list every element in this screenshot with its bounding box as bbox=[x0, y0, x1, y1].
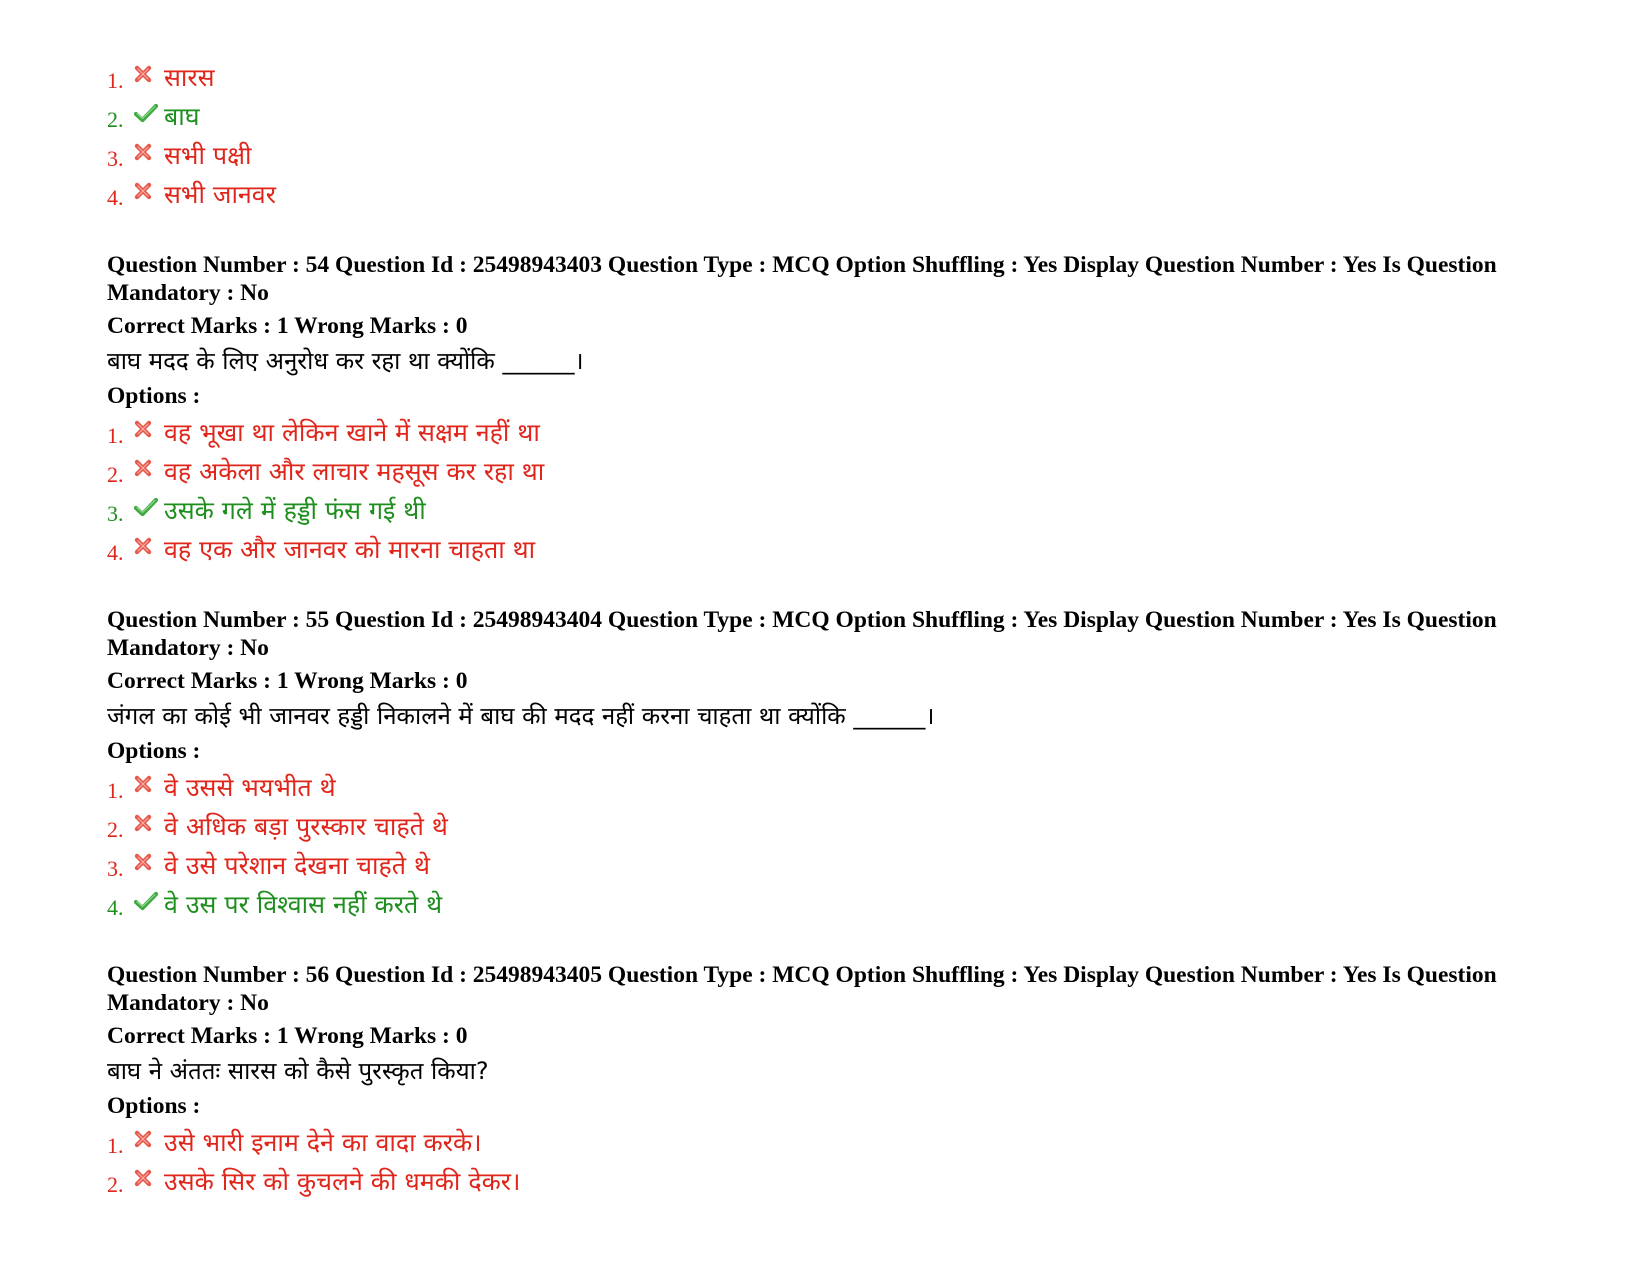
option-text: वह भूखा था लेकिन खाने में सक्षम नहीं था bbox=[164, 418, 540, 447]
option-number: 4. bbox=[107, 185, 124, 210]
question-meta: Question Number : 54 Question Id : 25498943403 Question Type : MCQ Option Shuffling : Yes Display Question Number : Yes Is Question Mandatory : No bbox=[107, 252, 1497, 306]
option-item bbox=[107, 413, 1557, 452]
option-item bbox=[107, 97, 1557, 136]
options-list bbox=[107, 413, 1557, 569]
questions-container bbox=[107, 251, 1557, 1201]
cross-icon bbox=[134, 853, 164, 871]
option-number: 3. bbox=[107, 146, 124, 171]
cross-icon bbox=[134, 459, 164, 477]
document-page bbox=[107, 58, 1557, 1201]
option-item bbox=[107, 58, 1557, 97]
option-item bbox=[107, 885, 1557, 924]
option-item bbox=[107, 1162, 1557, 1201]
option-item bbox=[107, 846, 1557, 885]
check-icon bbox=[134, 497, 164, 517]
question-marks: Correct Marks : 1 Wrong Marks : 0 bbox=[107, 1023, 468, 1049]
option-item bbox=[107, 175, 1557, 214]
option-item bbox=[107, 491, 1557, 530]
question-text: जंगल का कोई भी जानवर हड्डी निकालने में बाघ की मदद नहीं करना चाहता था क्योंकि ______। bbox=[107, 702, 935, 730]
option-number: 1. bbox=[107, 778, 124, 803]
question-meta: Question Number : 56 Question Id : 25498943405 Question Type : MCQ Option Shuffling : Yes Display Question Number : Yes Is Question Mandatory : No bbox=[107, 962, 1497, 1016]
cross-icon bbox=[134, 420, 164, 438]
options-label: Options : bbox=[107, 383, 201, 409]
question-marks: Correct Marks : 1 Wrong Marks : 0 bbox=[107, 313, 468, 339]
option-text: उसके सिर को कुचलने की धमकी देकर। bbox=[164, 1167, 521, 1196]
question-marks: Correct Marks : 1 Wrong Marks : 0 bbox=[107, 668, 468, 694]
option-text: वे उस पर विश्वास नहीं करते थे bbox=[164, 890, 443, 919]
option-text: सभी जानवर bbox=[164, 180, 276, 209]
cross-icon bbox=[134, 814, 164, 832]
cross-icon bbox=[134, 182, 164, 200]
check-icon bbox=[134, 891, 164, 911]
cross-icon bbox=[134, 537, 164, 555]
option-text: वह एक और जानवर को मारना चाहता था bbox=[164, 535, 536, 564]
option-text: वे उससे भयभीत थे bbox=[164, 773, 336, 802]
question-block bbox=[107, 606, 1557, 924]
options-label: Options : bbox=[107, 1093, 201, 1119]
option-number: 3. bbox=[107, 856, 124, 881]
check-icon bbox=[134, 103, 164, 123]
leading-options-list bbox=[107, 58, 1557, 214]
option-number: 2. bbox=[107, 817, 124, 842]
cross-icon bbox=[134, 1130, 164, 1148]
option-text: वह अकेला और लाचार महसूस कर रहा था bbox=[164, 457, 545, 486]
option-number: 2. bbox=[107, 462, 124, 487]
option-text: उसके गले में हड्डी फंस गई थी bbox=[164, 496, 426, 525]
cross-icon bbox=[134, 1169, 164, 1187]
options-list bbox=[107, 1123, 1557, 1201]
option-number: 4. bbox=[107, 895, 124, 920]
option-number: 1. bbox=[107, 423, 124, 448]
option-item bbox=[107, 1123, 1557, 1162]
options-list bbox=[107, 768, 1557, 924]
question-block bbox=[107, 961, 1557, 1201]
option-number: 1. bbox=[107, 1133, 124, 1158]
option-item bbox=[107, 452, 1557, 491]
option-number: 1. bbox=[107, 68, 124, 93]
question-block bbox=[107, 251, 1557, 569]
cross-icon bbox=[134, 775, 164, 793]
option-text: वे अधिक बड़ा पुरस्कार चाहते थे bbox=[164, 812, 448, 841]
option-item bbox=[107, 768, 1557, 807]
cross-icon bbox=[134, 143, 164, 161]
option-item bbox=[107, 136, 1557, 175]
question-text: बाघ मदद के लिए अनुरोध कर रहा था क्योंकि ______। bbox=[107, 347, 584, 375]
option-number: 2. bbox=[107, 107, 124, 132]
question-meta: Question Number : 55 Question Id : 25498943404 Question Type : MCQ Option Shuffling : Yes Display Question Number : Yes Is Question Mandatory : No bbox=[107, 607, 1497, 661]
option-text: उसे भारी इनाम देने का वादा करके। bbox=[164, 1128, 482, 1157]
option-text: सारस bbox=[164, 63, 215, 92]
options-label: Options : bbox=[107, 738, 201, 764]
option-number: 2. bbox=[107, 1172, 124, 1197]
cross-icon bbox=[134, 65, 164, 83]
option-number: 4. bbox=[107, 540, 124, 565]
option-text: सभी पक्षी bbox=[164, 141, 252, 170]
option-item bbox=[107, 530, 1557, 569]
option-number: 3. bbox=[107, 501, 124, 526]
option-text: बाघ bbox=[164, 102, 200, 131]
option-text: वे उसे परेशान देखना चाहते थे bbox=[164, 851, 430, 880]
option-item bbox=[107, 807, 1557, 846]
question-text: बाघ ने अंततः सारस को कैसे पुरस्कृत किया? bbox=[107, 1057, 489, 1085]
